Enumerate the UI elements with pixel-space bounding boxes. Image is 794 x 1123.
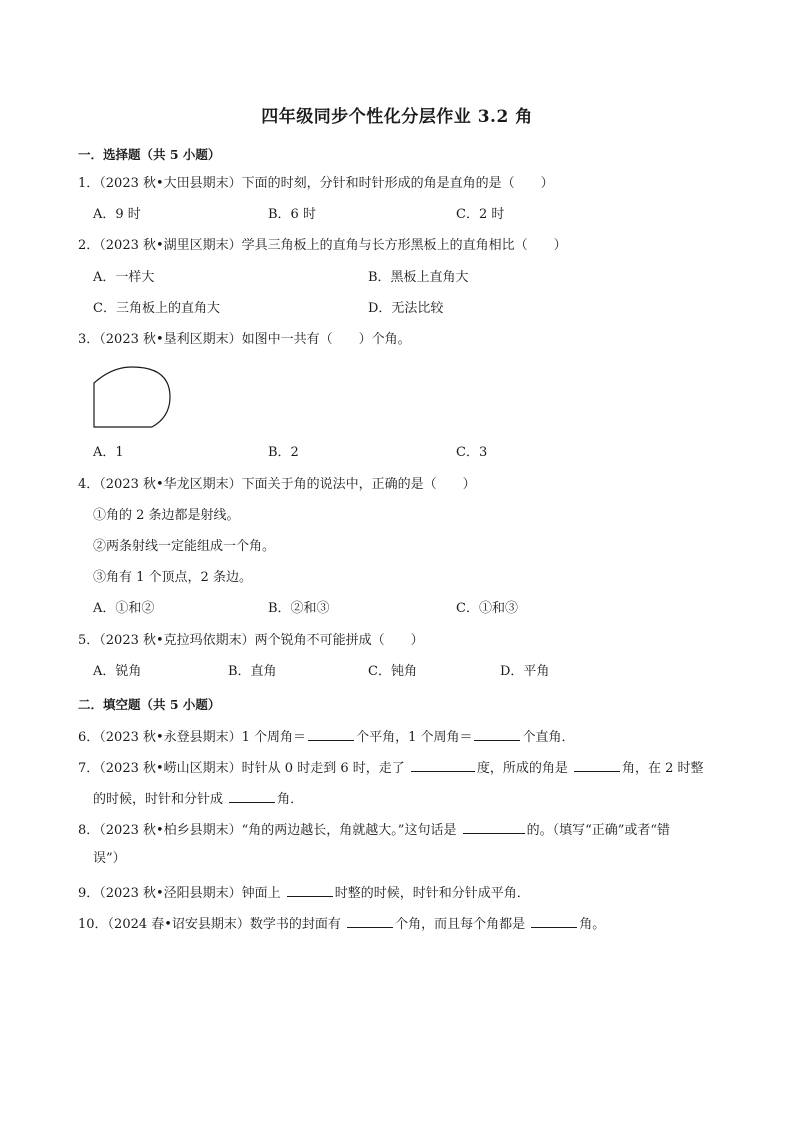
q5-option-d: D．平角 — [500, 664, 550, 679]
q10-text-1: 10．（2024 春•诏安县期末）数学书的封面有 — [78, 917, 346, 932]
q1-option-c: C．2 时 — [456, 207, 505, 222]
q7-text-2: 度，所成的角是 — [476, 761, 572, 776]
q7-blank-3[interactable] — [229, 788, 275, 803]
q8-blank-1[interactable] — [463, 819, 525, 834]
q3-option-b: B．2 — [268, 445, 299, 460]
q7-blank-1[interactable] — [411, 757, 475, 772]
q4-statement-2: ②两条射线一定能组成一个角。 — [93, 539, 276, 554]
question-1: 1．（2023 秋•大田县期末）下面的时刻，分针和时针形成的角是直角的是（ ） — [78, 176, 554, 191]
question-3: 3．（2023 秋•垦利区期末）如图中一共有（ ）个角。 — [78, 332, 411, 347]
q8-text-2: 的。（填写“正确”或者“错 — [526, 823, 671, 838]
q3-option-c: C．3 — [456, 445, 488, 460]
q9-text-1: 9．（2023 秋•泾阳县期末）钟面上 — [78, 886, 285, 901]
question-8 — [78, 819, 670, 840]
question-4: 4．（2023 秋•华龙区期末）下面关于角的说法中，正确的是（ ） — [78, 477, 476, 492]
section-heading-fill: 二．填空题（共 5 小题） — [78, 697, 221, 712]
q10-text-2: 个角，而且每个角都是 — [395, 917, 530, 932]
q10-blank-1[interactable] — [347, 913, 393, 928]
q2-option-a: A．一样大 — [93, 270, 155, 285]
question-7 — [78, 757, 704, 778]
q7-text-3: 角，在 2 时整 — [622, 761, 704, 776]
q2-option-d: D．无法比较 — [368, 301, 444, 316]
q10-blank-2[interactable] — [531, 913, 577, 928]
q7-text-4: 的时候，时针和分针成 — [93, 792, 228, 807]
q5-option-a: A．锐角 — [93, 664, 142, 679]
question-8-cont: 误”） — [93, 851, 126, 866]
q4-option-c: C．①和③ — [456, 601, 518, 616]
section-heading-choice: 一．选择题（共 5 小题） — [78, 147, 221, 162]
q6-text-1: 6．（2023 秋•永登县期末）1 个周角＝ — [78, 730, 307, 745]
q5-option-b: B．直角 — [228, 664, 277, 679]
q6-text-3: 个直角． — [522, 730, 575, 745]
q2-option-b: B．黑板上直角大 — [368, 270, 469, 285]
question-6 — [78, 726, 574, 747]
q10-text-3: 角。 — [579, 917, 606, 932]
q2-option-c: C．三角板上的直角大 — [93, 301, 220, 316]
q1-option-a: A．9 时 — [93, 207, 141, 222]
angle-figure — [92, 365, 174, 431]
q5-option-c: C．钝角 — [368, 664, 417, 679]
figure-outline — [94, 367, 170, 427]
q3-option-a: A．1 — [93, 445, 124, 460]
q4-option-b: B．②和③ — [268, 601, 330, 616]
q9-blank-1[interactable] — [287, 882, 333, 897]
question-9 — [78, 882, 530, 903]
q8-text-1: 8．（2023 秋•柏乡县期末）“角的两边越长，角就越大。”这句话是 — [78, 823, 461, 838]
question-2: 2．（2023 秋•湖里区期末）学具三角板上的直角与长方形黑板上的直角相比（ ） — [78, 238, 567, 253]
q4-statement-1: ①角的 2 条边都是射线。 — [93, 508, 240, 523]
q6-blank-1[interactable] — [308, 726, 354, 741]
question-7-cont — [93, 788, 303, 809]
q6-blank-2[interactable] — [474, 726, 520, 741]
q9-text-2: 时整的时候，时针和分针成平角． — [334, 886, 530, 901]
q7-blank-2[interactable] — [574, 757, 620, 772]
question-10 — [78, 913, 605, 934]
q4-statement-3: ③角有 1 个顶点，2 条边。 — [93, 570, 252, 585]
q6-text-2: 个平角，1 个周角＝ — [356, 730, 473, 745]
page-title: 四年级同步个性化分层作业 3.2 角 — [261, 107, 533, 127]
q4-option-a: A．①和② — [93, 601, 155, 616]
q7-text-5: 角． — [277, 792, 304, 807]
q1-option-b: B．6 时 — [268, 207, 316, 222]
question-5: 5．（2023 秋•克拉玛依期末）两个锐角不可能拼成（ ） — [78, 633, 424, 648]
q7-text-1: 7．（2023 秋•崂山区期末）时针从 0 时走到 6 时，走了 — [78, 761, 409, 776]
